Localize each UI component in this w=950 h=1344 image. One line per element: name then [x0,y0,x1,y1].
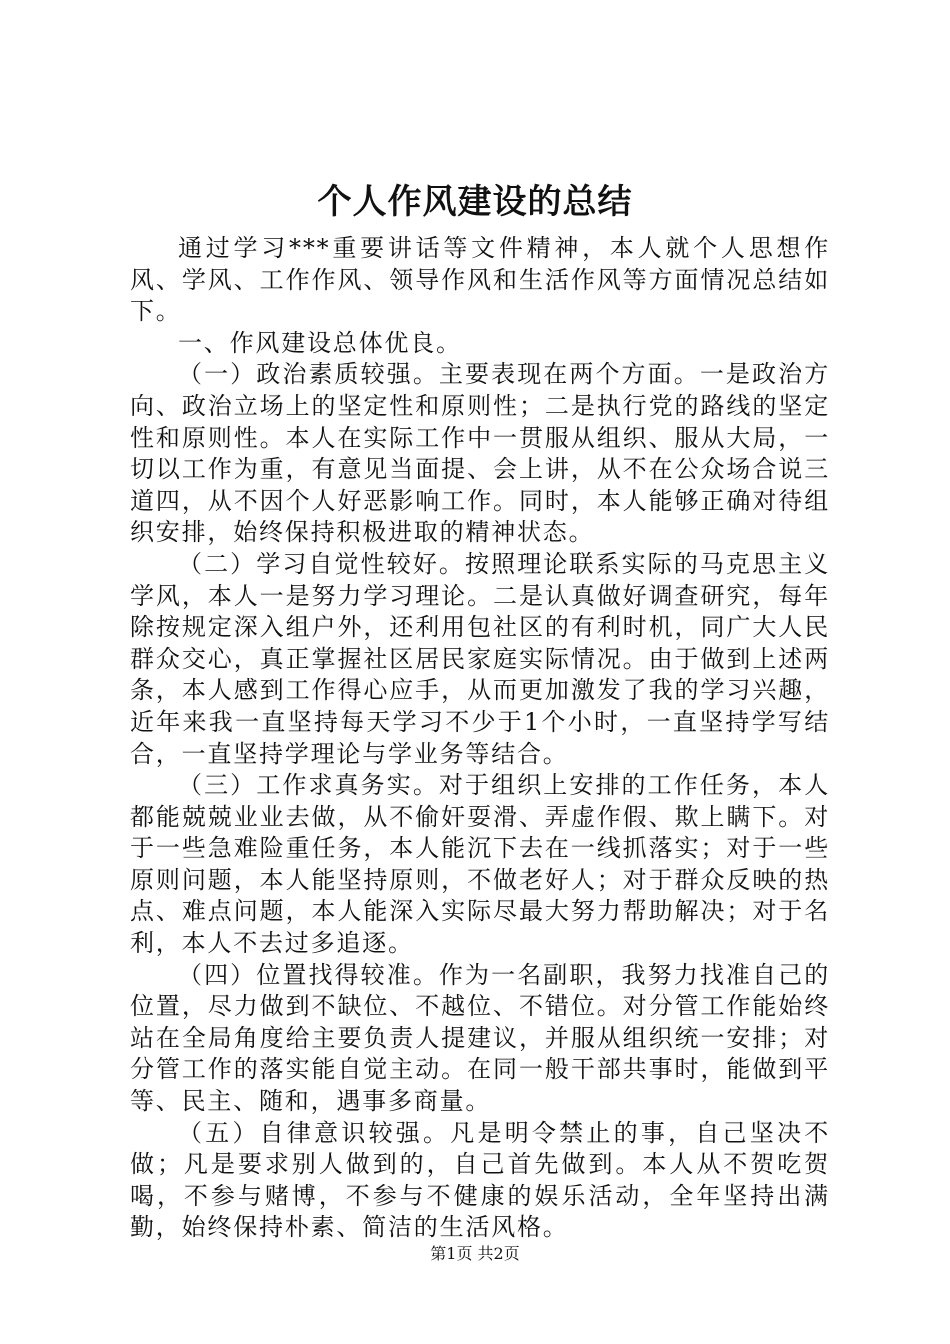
paragraph-item-5: （五）自律意识较强。凡是明令禁止的事，自己坚决不做；凡是要求别人做到的，自己首先做到。本人从不贺吃贺喝，不参与赌博，不参与不健康的娱乐活动，全年坚持出满勤，始终保持朴素、简洁的生活风格。 [130,1118,830,1242]
page-footer: 第1页 共2页 [430,1244,520,1263]
document-body [130,233,830,1244]
paragraph-item-3: （三）工作求真务实。对于组织上安排的工作任务，本人都能兢兢业业去做，从不偷奸耍滑、弄虚作假、欺上瞒下。对于一些急难险重任务，本人能沉下去在一线抓落实；对于一些原则问题，本人能坚持原则，不做老好人；对于群众反映的热点、难点问题，本人能深入实际尽最大努力帮助解决；对于名利，本人不去过多追逐。 [130,771,830,958]
document-title: 个人作风建设的总结 [317,182,633,222]
paragraph-item-2: （二）学习自觉性较好。按照理论联系实际的马克思主义学风，本人一是努力学习理论。二是认真做好调查研究，每年除按规定深入组户外，还利用包社区的有利时机，同广大人民群众交心，真正掌握社区居民家庭实际情况。由于做到上述两条，本人感到工作得心应手，从而更加激发了我的学习兴趣，近年来我一直坚持每天学习不少于1个小时，一直坚持学写结合，一直坚持学理论与学业务等结合。 [130,549,830,768]
paragraph-item-1: （一）政治素质较强。主要表现在两个方面。一是政治方向、政治立场上的坚定性和原则性；二是执行党的路线的坚定性和原则性。本人在实际工作中一贯服从组织、服从大局，一切以工作为重，有意见当面提、会上讲，从不在公众场合说三道四，从不因个人好恶影响工作。同时，本人能够正确对待组织安排，始终保持积极进取的精神状态。 [130,360,830,547]
paragraph-intro: 通过学习***重要讲话等文件精神，本人就个人思想作风、学风、工作作风、领导作风和生活作风等方面情况总结如下。 [130,234,830,326]
section-heading: 一、作风建设总体优良。 [178,328,462,357]
paragraph-item-4: （四）位置找得较准。作为一名副职，我努力找准自己的位置，尽力做到不缺位、不越位、不错位。对分管工作能始终站在全局角度给主要负责人提建议，并服从组织统一安排；对分管工作的落实能自觉主动。在同一般干部共事时，能做到平等、民主、随和，遇事多商量。 [130,960,830,1116]
